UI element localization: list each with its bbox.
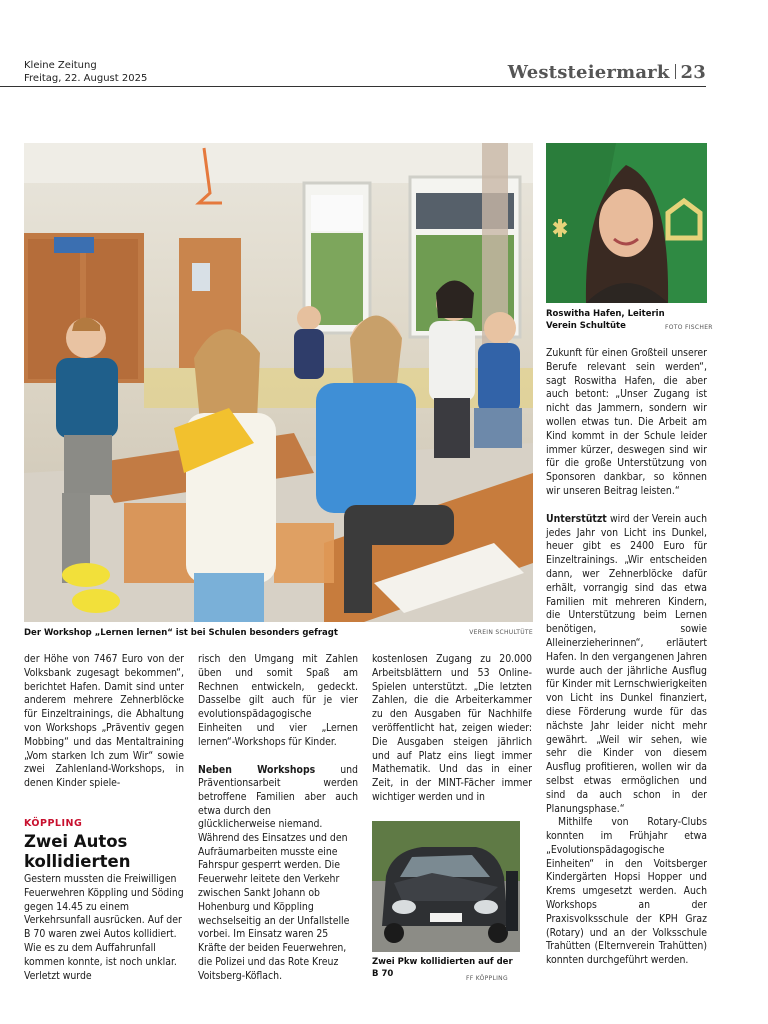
- masthead: [24, 59, 147, 85]
- newspaper-name: Kleine Zeitung: [24, 60, 97, 71]
- story-headline: Zwei Autos kollidierten: [24, 832, 131, 871]
- article-column-3: [372, 653, 532, 805]
- car-crash-photo: [372, 821, 520, 952]
- page-number: 23: [680, 62, 706, 83]
- car-photo-caption: Zwei Pkw kollidierten auf der B 70: [372, 957, 513, 979]
- main-photo-caption: Der Workshop „Lernen lernen“ ist bei Schulen besonders gefragt: [24, 628, 338, 638]
- section-divider: [675, 64, 676, 79]
- portrait-illustration: [546, 143, 707, 303]
- classroom-photo: [24, 143, 533, 622]
- story-kicker: KÖPPLING: [24, 818, 83, 829]
- article-paragraph: Neben Workshops und Präventionsarbeit werden betroffene Familien aber auch etwa durch den: [198, 763, 358, 817]
- article-paragraph: Zukunft für einen Großteil unserer Berufe relevant sein werden“, sagt Roswitha Hafen, die aber auch betont: „Unser Zugang ist nicht das Jammern, sondern wir wollen etwas tun. Die Arbeit am Kind kommt in der Schule leider immer kürzer, deswegen sind wir für die große Unterstützung von Sponsoren dankbar, so können wir unseren Beitrag leisten.“: [546, 347, 707, 497]
- paragraph-lead: Neben Workshops: [198, 763, 316, 776]
- story-paragraph: glücklicherweise niemand. Während des Einsatzes und den Aufräumarbeiten musste eine Fahrspur gesperrt werden. Die Feuerwehr leitete den Verkehr zwischen Sankt Johann ob Hohenburg und Köppling wechselseitig an der Unfallstelle vorbei. Im Einsatz waren 25 Kräfte der beiden Feuerwehren, die Polizei und das Rote Kreuz Voitsberg-Köflach.: [198, 818, 350, 982]
- main-photo-credit: VEREIN SCHULTÜTE: [469, 629, 533, 636]
- story-column-2: [198, 818, 358, 984]
- masthead-rule: [0, 86, 706, 87]
- section-header: [508, 62, 706, 83]
- portrait-credit: FOTO FISCHER: [665, 324, 713, 331]
- article-column-1: [24, 653, 184, 791]
- article-column-2: [198, 653, 358, 819]
- car-photo-credit: FF KÖPPLING: [466, 975, 508, 982]
- portrait-caption: Roswitha Hafen, Leiterin Verein Schultüte: [546, 309, 665, 331]
- article-paragraph: der Höhe von 7467 Euro von der Volksbank zugesagt bekommen“, berichtet Hafen. Damit sind unter anderem mehrere Zehnerblöcke für Einzeltrainings, die Abhaltung von Workshops „Präventiv gegen Mobbing“ und das Mentaltraining „Vom starken Ich zum Wir“ sowie zwei Zahlenland-Workshops, in denen Kinder spiele-: [24, 653, 184, 790]
- story-paragraph: Gestern mussten die Freiwilligen Feuerwehren Köppling und Söding gegen 14.45 zu einem Verkehrsunfall ausrücken. Auf der B 70 waren zwei Autos kollidiert. Wie es zu dem Auffahrunfall kommen konnte, ist noch unklar. Verletzt wurde: [24, 873, 184, 982]
- classroom-illustration: [24, 143, 533, 622]
- article-paragraph: Mithilfe von Rotary-Clubs konnten im Frühjahr etwa „Evolutionspädagogische Einheiten“ in den Voitsberger Kindergärten Hopsi Hopper und Krems umgesetzt werden. Auch Workshops an der Praxisvolksschule der KPH Graz (Rotary) und an der Volksschule Trahütten (Elternverein Trahütten) konnten durchgeführt werden.: [546, 816, 707, 967]
- article-paragraph: risch den Umgang mit Zahlen üben und somit Spaß am Rechnen entwickeln, gedeckt. Dasselbe gilt auch für je vier evolutionspädagogische Einheiten und vier „Lernen lernen“-Workshops für Kinder.: [198, 653, 358, 748]
- issue-date: Freitag, 22. August 2025: [24, 73, 148, 84]
- article-column-4: [546, 347, 707, 968]
- car-illustration: [372, 821, 520, 952]
- portrait-photo: [546, 143, 707, 303]
- article-paragraph: Unterstützt wird der Verein auch jedes Jahr von Licht ins Dunkel, heuer gibt es 2400 Euro für Einzeltrainings. „Wir entscheiden dann, wer Zehnerblöcke dafür erhält, vorrangig sind das etwa Familien mit mehreren Kindern, die Unterstützung beim Lernen benötigen, sowie Alleinerzieherinnen“, erläutert Hafen. In den vergangenen Jahren wurde auch der jährliche Ausflug für Kinder mit Lernschwierigkeiten von Licht ins Dunkel finanziert, diese Förderung wurde für das nächste Jahr leider nicht mehr gewährt. „Weil wir sehen, wie sehr die Kinder von diesem Ausflug profitieren, wollen wir da selbst etwas ermöglichen und sind da auch schon in der Planungsphase.“: [546, 512, 707, 815]
- story-column-1: [24, 873, 184, 983]
- paragraph-lead: Unterstützt: [546, 512, 607, 525]
- article-paragraph: kostenlosen Zugang zu 20.000 Arbeitsblättern und 53 Online-Spielen unterstützt. „Die letzten Zahlen, die die Arbeiterkammer zu den Ausgaben für Nachhilfe veröffentlicht hat, zeigen wieder: Die Ausgaben steigen jährlich und auf Platz eins liegt immer Mathematik. Und das in einer Zeit, in der MINT-Fächer immer wichtiger werden und in: [372, 653, 532, 803]
- section-name: Weststeiermark: [507, 62, 670, 83]
